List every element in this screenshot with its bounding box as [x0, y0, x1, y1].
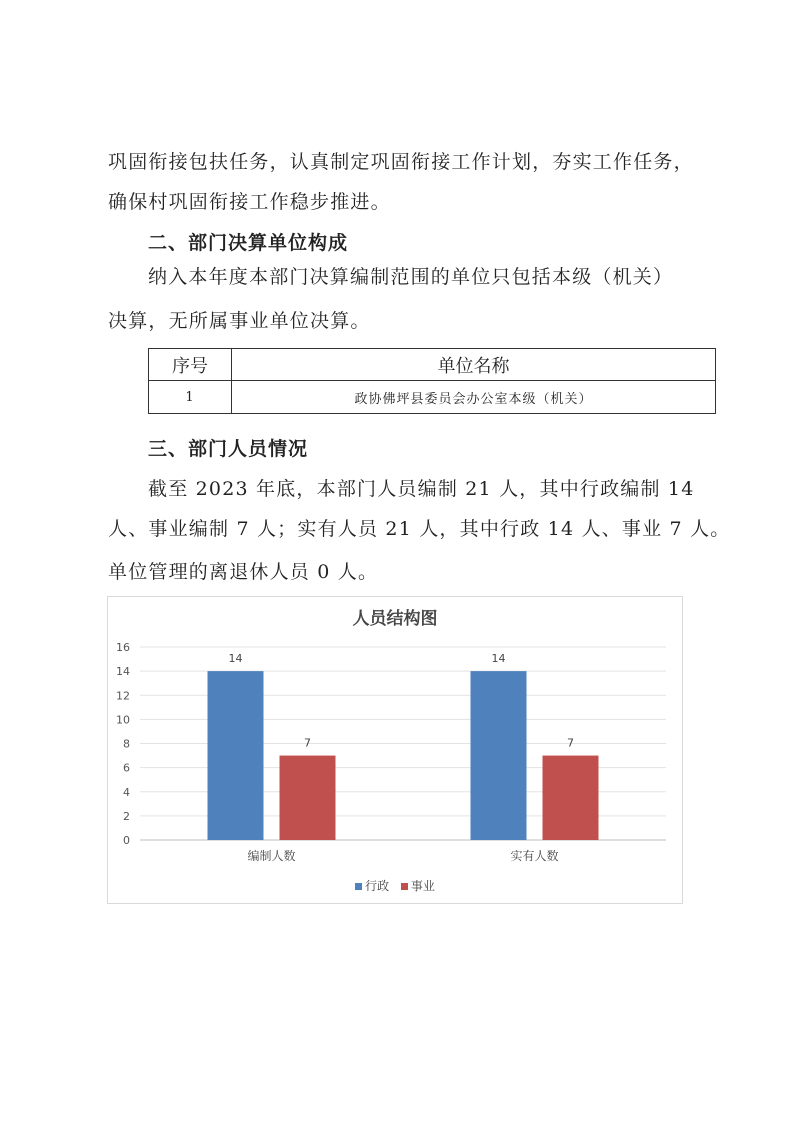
- y-tick-label: 0: [123, 834, 130, 847]
- y-tick-label: 8: [123, 737, 130, 751]
- data-label: 7: [567, 736, 574, 750]
- chart-svg: [108, 597, 682, 903]
- paragraph-line: 单位管理的离退休人员 0 人。: [108, 561, 379, 583]
- legend-item-institution: [401, 879, 435, 893]
- legend-swatch: [401, 883, 408, 890]
- y-tick-label: 2: [123, 809, 130, 823]
- section-heading-staff: 三、部门人员情况: [148, 438, 309, 460]
- legend-label: 事业: [410, 879, 435, 893]
- legend-item-admin: [355, 879, 393, 893]
- table-header-unit-name: 单位名称: [232, 349, 716, 381]
- y-tick-label: 10: [116, 713, 130, 727]
- section-heading-units: 二、部门决算单位构成: [148, 232, 349, 254]
- bar: [208, 671, 264, 840]
- paragraph-line: 人、事业编制 7 人；实有人员 21 人，其中行政 14 人、事业 7 人。: [108, 518, 731, 540]
- bar: [471, 671, 527, 840]
- table-cell-unit-name: 政协佛坪县委员会办公室本级（机关）: [232, 381, 716, 414]
- x-category-label: 编制人数: [247, 849, 296, 863]
- units-table: [148, 348, 716, 414]
- y-tick-label: 16: [116, 641, 130, 654]
- staff-structure-chart: [107, 596, 683, 904]
- paragraph-line: 纳入本年度本部门决算编制范围的单位只包括本级（机关）: [148, 266, 674, 288]
- y-tick-label: 12: [116, 689, 130, 703]
- legend-label: 行政: [365, 879, 390, 893]
- bar: [280, 756, 336, 840]
- y-tick-label: 6: [123, 761, 130, 775]
- table-row: [149, 381, 716, 414]
- chart-title: 人员结构图: [352, 609, 438, 629]
- data-label: 7: [304, 736, 311, 750]
- data-label: 14: [228, 652, 243, 666]
- table-cell-index: 1: [149, 381, 232, 414]
- paragraph-line: 巩固衔接包扶任务，认真制定巩固衔接工作计划，夯实工作任务，: [108, 151, 694, 173]
- data-label: 14: [491, 652, 506, 666]
- bar: [543, 756, 599, 840]
- paragraph-line: 决算，无所属事业单位决算。: [108, 310, 371, 332]
- table-header-index: 序号: [149, 349, 232, 381]
- paragraph-line: 确保村巩固衔接工作稳步推进。: [108, 191, 391, 213]
- chart-legend: [108, 877, 682, 894]
- y-tick-label: 4: [123, 785, 130, 799]
- y-tick-label: 14: [116, 665, 130, 679]
- table-header-row: [149, 349, 716, 381]
- legend-swatch: [355, 883, 362, 890]
- x-category-label: 实有人数: [510, 849, 559, 863]
- paragraph-line: 截至 2023 年底，本部门人员编制 21 人，其中行政编制 14: [148, 478, 695, 500]
